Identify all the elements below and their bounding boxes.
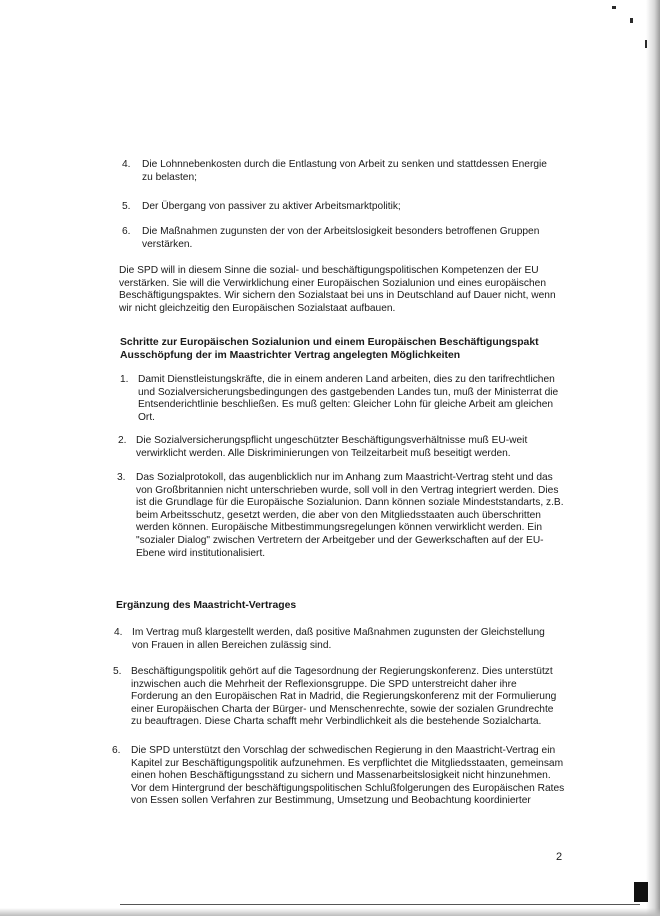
list-item <box>118 435 564 460</box>
list-number: 5. <box>113 666 122 677</box>
list-item <box>122 159 550 184</box>
list-item <box>113 666 565 729</box>
list-item <box>114 627 562 652</box>
list-text: Die SPD unterstützt den Vorschlag der schwedischen Regierung in den Maastricht-Vertrag ein Kapitel zur Beschäftigungspolitik aufzunehmen. Es verpflichtet die Mitgliedsstaaten, gemeinsam einen hohen Beschäftigungsstand zu sichern und Massenarbeitslosigkeit nicht hinzunehmen. Vor dem Hintergrund der beschäftigungspolitischen Schlußfolgerungen des Europäischen Rates von Essen sollen Verfahren zur Bestimmung, Umsetzung und Beobachtung koordinierter <box>131 745 565 807</box>
scan-speck <box>120 904 640 905</box>
list-text: Die Sozialversicherungspflicht ungeschützter Beschäftigungsverhältnisse muß EU-weit verwirklicht werden. Alle Diskriminierungen von Teilzeitarbeit muß beseitigt werden. <box>136 435 528 459</box>
list-number: 3. <box>117 472 126 483</box>
list-number: 6. <box>112 745 121 756</box>
page-number: 2 <box>556 851 563 863</box>
scan-speck <box>612 6 616 9</box>
list-number: 6. <box>122 226 131 237</box>
list-item <box>117 472 564 560</box>
scan-edge-bottom <box>0 908 660 916</box>
list-number: 4. <box>122 159 131 170</box>
list-number: 5. <box>122 201 131 212</box>
list-number: 1. <box>120 374 129 385</box>
list-text: Die Maßnahmen zugunsten der von der Arbeitslosigkeit besonders betroffenen Gruppen verstärken. <box>142 226 540 250</box>
list-text: Damit Dienstleistungskräfte, die in einem anderen Land arbeiten, dies zu den tarifrechtlichen und Sozialversicherungsbedingungen des gastgebenden Landes tun, muß der Ministerrat die Entsenderichtlinie beschließen. Es muß gelten: Gleicher Lohn für gleiche Arbeit am gleichen Ort. <box>138 374 559 423</box>
section-heading: Ergänzung des Maastricht-Vertrages <box>116 600 297 611</box>
list-item <box>120 374 564 424</box>
list-text: Der Übergang von passiver zu aktiver Arbeitsmarktpolitik; <box>142 201 401 212</box>
list-text: Beschäftigungspolitik gehört auf die Tagesordnung der Regierungskonferenz. Dies unterstützt inzwischen auch die Mehrheit der Reflexionsgruppe. Die SPD unterstreicht daher ihre Forderung an den Europäischen Rat in Madrid, die Regierungskonferenz mit der Formulierung einer Europäischen Charta der Bürger- und Menschenrechte, sowie der sozialen Grundrechte zu beauftragen. Diese Charta schafft mehr Verbindlichkeit als die bestehende Sozialcharta. <box>131 666 557 728</box>
scan-speck <box>630 18 633 23</box>
list-number: 2. <box>118 435 127 446</box>
scan-speck <box>634 882 648 902</box>
scan-edge-right <box>646 0 660 916</box>
section-heading: Schritte zur Europäischen Sozialunion und einem Europäischen Beschäftigungspakt Ausschöpfung der im Maastrichter Vertrag angelegten Möglichkeiten <box>120 337 539 361</box>
list-text: Das Sozialprotokoll, das augenblicklich nur im Anhang zum Maastricht-Vertrag steht und das von Großbritannien nicht unterschrieben wurde, soll voll in den Vertrag integriert werden. Dies ist die Grundlage für die Europäische Sozialunion. Dann können soziale Mindeststandarts, z.B. beim Arbeitsschutz, gesetzt werden, die aber von den Mitgliedsstaaten auch überschritten werden können. Europäische Mitbestimmungsregelungen können verwirklicht werden. Ein "sozialer Dialog" zwischen Vertretern der Arbeitgeber und der Gewerkschaften auf der EU-Ebene wird institutionalisiert. <box>136 472 564 559</box>
body-paragraph: Die SPD will in diesem Sinne die sozial- und beschäftigungspolitischen Kompetenzen der EU verstärken. Sie will die Verwirklichung einer Europäischen Sozialunion und eines europäischen Beschäftigungspaktes. Wir sichern den Sozialstaat bei uns in Deutschland auf Dauer nicht, wenn wir nicht gleichzeitig den Europäischen Sozialstaat aufbauen. <box>119 265 556 314</box>
list-item <box>122 201 550 214</box>
list-item <box>122 226 550 251</box>
list-text: Im Vertrag muß klargestellt werden, daß positive Maßnahmen zugunsten der Gleichstellung von Frauen in allen Bereichen zulässig sind. <box>132 627 545 651</box>
list-item <box>112 745 566 808</box>
list-number: 4. <box>114 627 123 638</box>
scan-speck <box>645 40 647 48</box>
list-text: Die Lohnnebenkosten durch die Entlastung von Arbeit zu senken und stattdessen Energie zu belasten; <box>142 159 547 183</box>
